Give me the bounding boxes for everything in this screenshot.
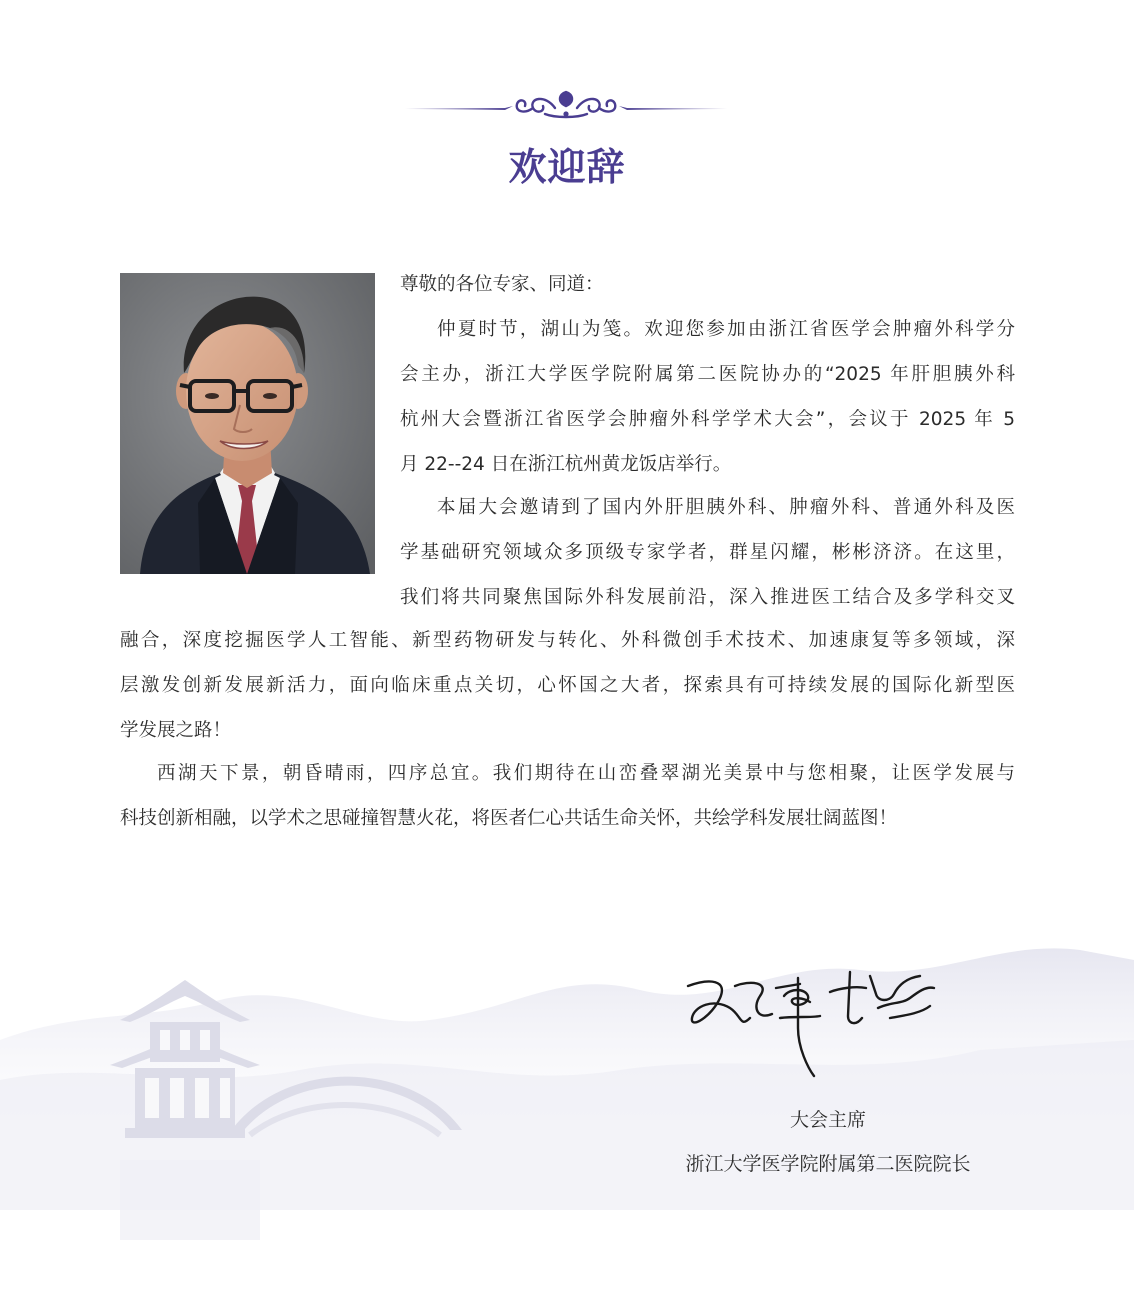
paragraph-line: 科技创新相融，以学术之思碰撞智慧火花，将医者仁心共话生命关怀，共绘学科发展壮阔蓝图！ — [120, 808, 898, 829]
chairman-portrait — [120, 273, 375, 574]
paragraph-line: 仲夏时节，湖山为笺。欢迎您参加由浙江省医学会肿瘤外科学分 — [437, 319, 1015, 340]
paragraph-line: 月 22--24 日在浙江杭州黄龙饭店举行。 — [400, 454, 732, 475]
paragraph-line: 我们将共同聚焦国际外科发展前沿，深入推进医工结合及多学科交叉 — [400, 587, 1015, 608]
paragraph-line: 西湖天下景，朝昏晴雨，四序总宜。我们期待在山峦叠翠湖光美景中与您相聚，让医学发展与 — [157, 763, 1015, 784]
paragraph-line: 融合，深度挖掘医学人工智能、新型药物研发与转化、外科微创手术技术、加速康复等多领域，深 — [120, 630, 1015, 651]
signatory-organization: 浙江大学医学院附属第二医院院长 — [685, 1153, 971, 1175]
chairman-signature — [680, 958, 960, 1078]
ornament-divider — [405, 84, 727, 124]
paragraph-experts — [400, 485, 1015, 620]
paragraph-line: 杭州大会暨浙江省医学会肿瘤外科学学术大会”，会议于 2025 年 5 — [400, 409, 1015, 430]
paragraph-line: 学发展之路！ — [120, 720, 232, 741]
signatory-role: 大会主席 — [789, 1109, 866, 1131]
page-title: 欢迎辞 — [508, 145, 626, 189]
greeting-line: 尊敬的各位专家、同道： — [400, 274, 604, 295]
paragraph-line: 本届大会邀请到了国内外肝胆胰外科、肿瘤外科、普通外科及医 — [437, 497, 1015, 518]
paragraph-line: 学基础研究领域众多顶级专家学者，群星闪耀，彬彬济济。在这里， — [400, 542, 1015, 563]
paragraph-experts-continued — [120, 618, 1015, 753]
paragraph-westlake — [120, 751, 1015, 841]
paragraph-line: 层激发创新发展新活力，面向临床重点关切，心怀国之大者，探索具有可持续发展的国际化新型医 — [120, 675, 1015, 696]
paragraph-invitation — [400, 307, 1015, 487]
paragraph-line: 会主办，浙江大学医学院附属第二医院协办的“2025 年肝胆胰外科 — [400, 364, 1015, 385]
